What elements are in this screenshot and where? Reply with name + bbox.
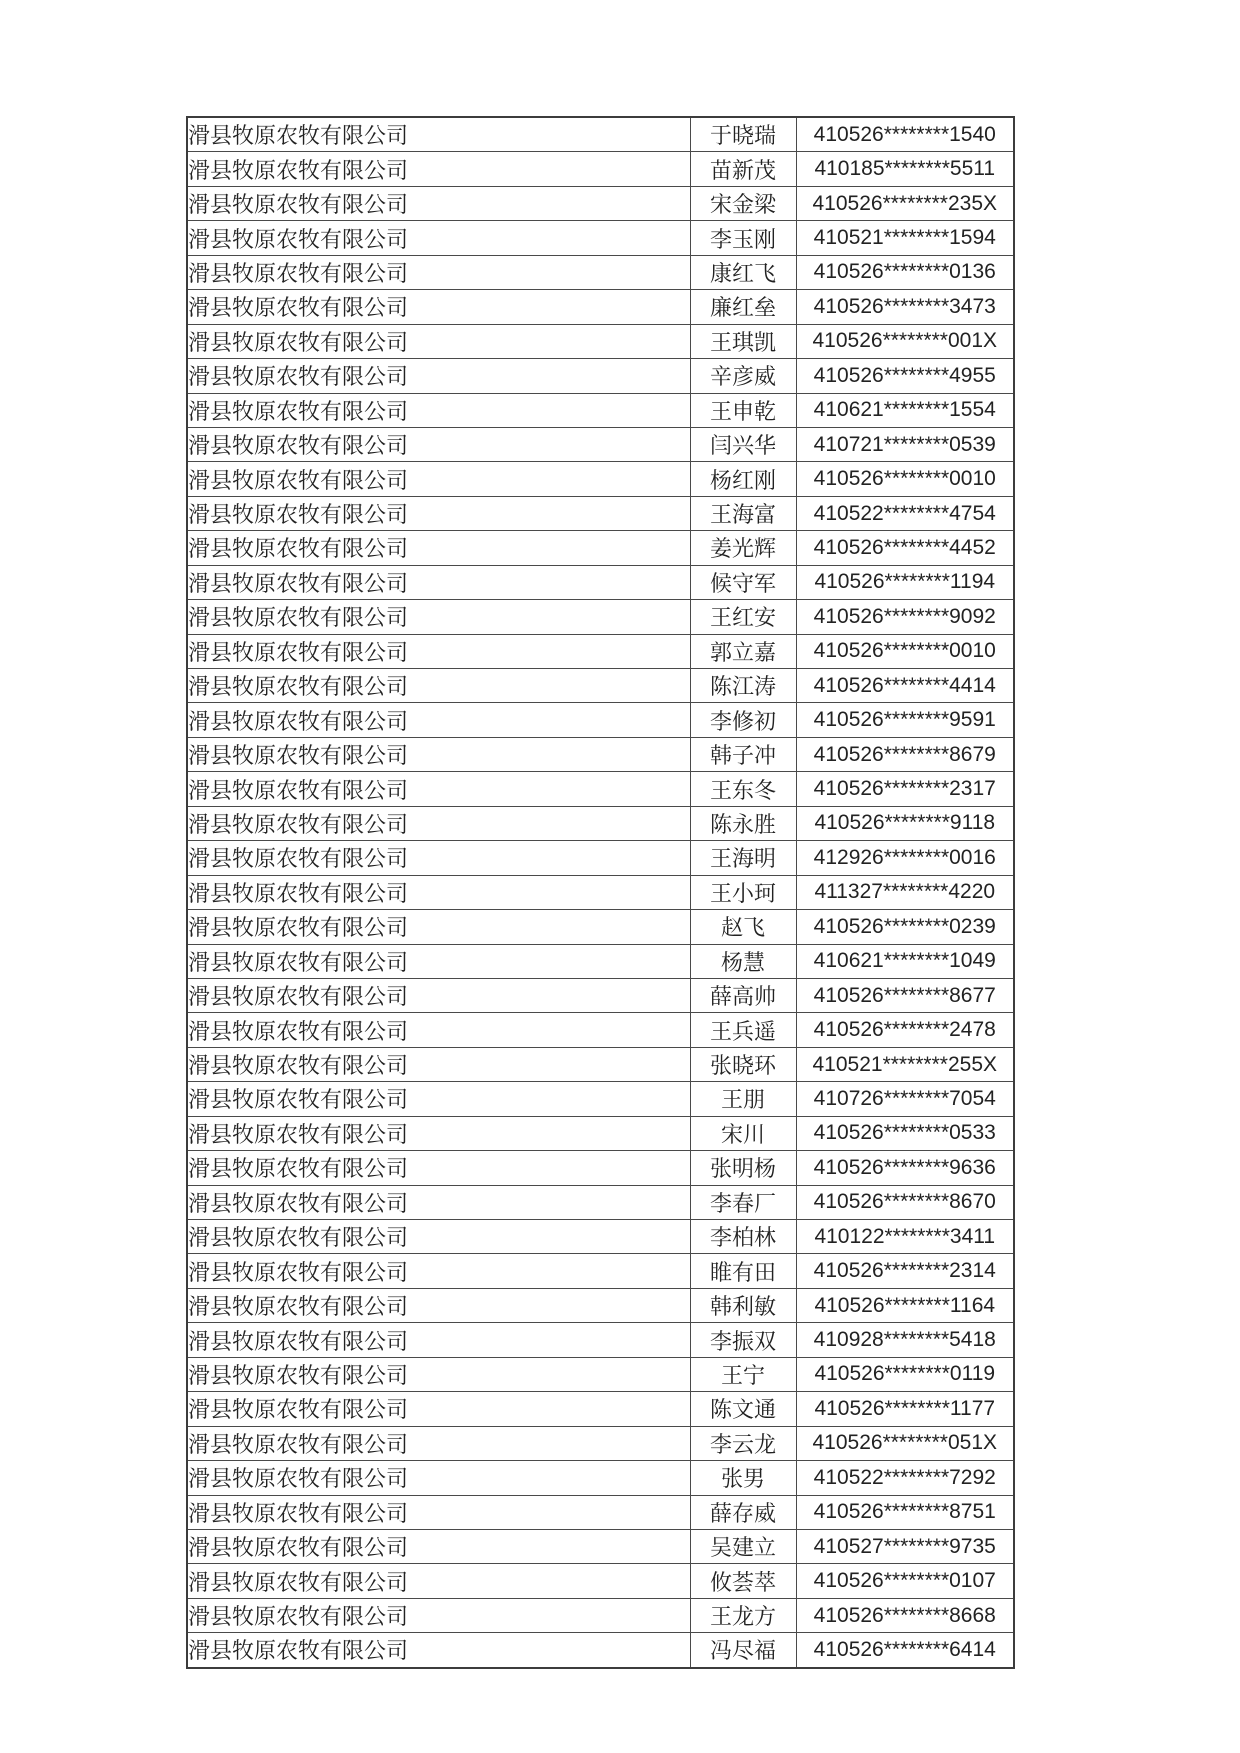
table-row [187,634,1014,668]
employee-name-cell: 吴建立 [690,1529,796,1563]
table-row [187,1461,1014,1495]
id-number-cell: 410526********0107 [796,1564,1014,1598]
table-row [187,1288,1014,1322]
company-cell: 滑县牧原农牧有限公司 [187,462,690,496]
employee-name-cell: 王朋 [690,1082,796,1116]
table-row [187,462,1014,496]
id-number-cell: 410526********051X [796,1426,1014,1460]
table-row [187,496,1014,530]
company-cell: 滑县牧原农牧有限公司 [187,186,690,220]
employee-name-cell: 张明杨 [690,1151,796,1185]
company-cell: 滑县牧原农牧有限公司 [187,427,690,461]
id-number-cell: 410526********8677 [796,978,1014,1012]
company-cell: 滑县牧原农牧有限公司 [187,772,690,806]
id-number-cell: 410526********9591 [796,703,1014,737]
id-number-cell: 410526********2478 [796,1013,1014,1047]
table-row [187,1495,1014,1529]
id-number-cell: 410526********1540 [796,117,1014,152]
company-cell: 滑县牧原农牧有限公司 [187,737,690,771]
table-row [187,221,1014,255]
id-number-cell: 410526********8668 [796,1598,1014,1632]
id-number-cell: 410526********1177 [796,1392,1014,1426]
id-number-cell: 410122********3411 [796,1220,1014,1254]
employee-name-cell: 李振双 [690,1323,796,1357]
employee-name-cell: 陈永胜 [690,806,796,840]
company-cell: 滑县牧原农牧有限公司 [187,324,690,358]
table-row [187,841,1014,875]
id-number-cell: 410526********0239 [796,910,1014,944]
employee-name-cell: 姜光辉 [690,531,796,565]
id-number-cell: 410526********2317 [796,772,1014,806]
company-cell: 滑县牧原农牧有限公司 [187,1529,690,1563]
table-row [187,1116,1014,1150]
company-cell: 滑县牧原农牧有限公司 [187,1254,690,1288]
company-cell: 滑县牧原农牧有限公司 [187,978,690,1012]
table-row [187,1323,1014,1357]
employee-name-cell: 睢有田 [690,1254,796,1288]
table-row [187,290,1014,324]
id-number-cell: 410526********1194 [796,565,1014,599]
table-row [187,669,1014,703]
company-cell: 滑县牧原农牧有限公司 [187,359,690,393]
company-cell: 滑县牧原农牧有限公司 [187,255,690,289]
employee-name-cell: 苗新茂 [690,152,796,186]
company-cell: 滑县牧原农牧有限公司 [187,393,690,427]
table-row [187,1151,1014,1185]
table-row [187,978,1014,1012]
table-row [187,427,1014,461]
employee-name-cell: 张晓环 [690,1047,796,1081]
table-row [187,910,1014,944]
id-number-cell: 410521********1594 [796,221,1014,255]
employee-name-cell: 李春厂 [690,1185,796,1219]
company-cell: 滑县牧原农牧有限公司 [187,703,690,737]
employee-name-cell: 李云龙 [690,1426,796,1460]
id-number-cell: 410522********7292 [796,1461,1014,1495]
id-number-cell: 410526********0119 [796,1357,1014,1391]
table-row [187,393,1014,427]
table-row [187,152,1014,186]
id-number-cell: 410621********1049 [796,944,1014,978]
company-cell: 滑县牧原农牧有限公司 [187,1185,690,1219]
employee-name-cell: 薛存威 [690,1495,796,1529]
table-row [187,255,1014,289]
company-cell: 滑县牧原农牧有限公司 [187,1564,690,1598]
employee-name-cell: 候守军 [690,565,796,599]
table-row [187,772,1014,806]
id-number-cell: 412926********0016 [796,841,1014,875]
company-cell: 滑县牧原农牧有限公司 [187,1288,690,1322]
employee-name-cell: 宋川 [690,1116,796,1150]
employee-name-cell: 王龙方 [690,1598,796,1632]
company-cell: 滑县牧原农牧有限公司 [187,290,690,324]
company-cell: 滑县牧原农牧有限公司 [187,634,690,668]
table-row [187,1633,1014,1668]
employee-name-cell: 王海明 [690,841,796,875]
company-cell: 滑县牧原农牧有限公司 [187,1047,690,1081]
company-cell: 滑县牧原农牧有限公司 [187,1151,690,1185]
employee-name-cell: 陈江涛 [690,669,796,703]
table-row [187,1220,1014,1254]
table-row [187,1185,1014,1219]
id-number-cell: 410526********0010 [796,634,1014,668]
id-number-cell: 410522********4754 [796,496,1014,530]
employee-name-cell: 王申乾 [690,393,796,427]
employee-name-cell: 韩子冲 [690,737,796,771]
id-number-cell: 410526********0136 [796,255,1014,289]
company-cell: 滑县牧原农牧有限公司 [187,117,690,152]
id-number-cell: 410928********5418 [796,1323,1014,1357]
id-number-cell: 410726********7054 [796,1082,1014,1116]
employee-name-cell: 李玉刚 [690,221,796,255]
employee-name-cell: 王兵遥 [690,1013,796,1047]
id-number-cell: 410526********1164 [796,1288,1014,1322]
table-row [187,1047,1014,1081]
id-number-cell: 410185********5511 [796,152,1014,186]
company-cell: 滑县牧原农牧有限公司 [187,944,690,978]
employee-name-cell: 王东冬 [690,772,796,806]
id-number-cell: 410526********2314 [796,1254,1014,1288]
table-row [187,531,1014,565]
employee-name-cell: 康红飞 [690,255,796,289]
table-row [187,944,1014,978]
id-number-cell: 410526********9092 [796,600,1014,634]
company-cell: 滑县牧原农牧有限公司 [187,531,690,565]
employee-name-cell: 王海富 [690,496,796,530]
company-cell: 滑县牧原农牧有限公司 [187,1495,690,1529]
table-row [187,703,1014,737]
id-number-cell: 410526********8679 [796,737,1014,771]
id-number-cell: 410526********9636 [796,1151,1014,1185]
employee-name-cell: 王红安 [690,600,796,634]
company-cell: 滑县牧原农牧有限公司 [187,565,690,599]
table-row [187,600,1014,634]
company-cell: 滑县牧原农牧有限公司 [187,1220,690,1254]
table-row [187,737,1014,771]
company-cell: 滑县牧原农牧有限公司 [187,1633,690,1668]
id-number-cell: 411327********4220 [796,875,1014,909]
personnel-table [186,116,1015,1669]
id-number-cell: 410526********001X [796,324,1014,358]
company-cell: 滑县牧原农牧有限公司 [187,1357,690,1391]
employee-name-cell: 赵飞 [690,910,796,944]
id-number-cell: 410526********8670 [796,1185,1014,1219]
company-cell: 滑县牧原农牧有限公司 [187,1013,690,1047]
table-row [187,1254,1014,1288]
company-cell: 滑县牧原农牧有限公司 [187,496,690,530]
employee-name-cell: 宋金梁 [690,186,796,220]
employee-name-cell: 冯尽福 [690,1633,796,1668]
table-row [187,1392,1014,1426]
company-cell: 滑县牧原农牧有限公司 [187,1598,690,1632]
id-number-cell: 410526********8751 [796,1495,1014,1529]
employee-name-cell: 李修初 [690,703,796,737]
id-number-cell: 410526********3473 [796,290,1014,324]
employee-name-cell: 辛彦威 [690,359,796,393]
id-number-cell: 410526********4955 [796,359,1014,393]
id-number-cell: 410526********0533 [796,1116,1014,1150]
company-cell: 滑县牧原农牧有限公司 [187,1392,690,1426]
company-cell: 滑县牧原农牧有限公司 [187,600,690,634]
employee-name-cell: 攸荟萃 [690,1564,796,1598]
table-row [187,324,1014,358]
table-row [187,806,1014,840]
id-number-cell: 410526********4452 [796,531,1014,565]
id-number-cell: 410621********1554 [796,393,1014,427]
table-row [187,359,1014,393]
employee-name-cell: 李柏林 [690,1220,796,1254]
employee-name-cell: 王宁 [690,1357,796,1391]
employee-name-cell: 韩利敏 [690,1288,796,1322]
company-cell: 滑县牧原农牧有限公司 [187,1426,690,1460]
employee-name-cell: 闫兴华 [690,427,796,461]
company-cell: 滑县牧原农牧有限公司 [187,875,690,909]
id-number-cell: 410526********6414 [796,1633,1014,1668]
employee-name-cell: 廉红垒 [690,290,796,324]
company-cell: 滑县牧原农牧有限公司 [187,1323,690,1357]
company-cell: 滑县牧原农牧有限公司 [187,806,690,840]
employee-name-cell: 于晓瑞 [690,117,796,152]
employee-name-cell: 张男 [690,1461,796,1495]
company-cell: 滑县牧原农牧有限公司 [187,669,690,703]
table-row [187,1357,1014,1391]
employee-name-cell: 薛高帅 [690,978,796,1012]
employee-name-cell: 王小珂 [690,875,796,909]
employee-name-cell: 杨慧 [690,944,796,978]
id-number-cell: 410526********235X [796,186,1014,220]
table-row [187,1426,1014,1460]
company-cell: 滑县牧原农牧有限公司 [187,910,690,944]
table-row [187,1598,1014,1632]
id-number-cell: 410721********0539 [796,427,1014,461]
company-cell: 滑县牧原农牧有限公司 [187,152,690,186]
id-number-cell: 410526********4414 [796,669,1014,703]
employee-name-cell: 杨红刚 [690,462,796,496]
id-number-cell: 410527********9735 [796,1529,1014,1563]
table-row [187,1082,1014,1116]
table-row [187,565,1014,599]
company-cell: 滑县牧原农牧有限公司 [187,841,690,875]
table-row [187,1564,1014,1598]
table-row [187,186,1014,220]
table-row [187,1529,1014,1563]
id-number-cell: 410526********9118 [796,806,1014,840]
personnel-table-body [187,117,1014,1668]
employee-name-cell: 陈文通 [690,1392,796,1426]
table-row [187,1013,1014,1047]
table-row [187,117,1014,152]
company-cell: 滑县牧原农牧有限公司 [187,1082,690,1116]
id-number-cell: 410521********255X [796,1047,1014,1081]
company-cell: 滑县牧原农牧有限公司 [187,221,690,255]
company-cell: 滑县牧原农牧有限公司 [187,1461,690,1495]
employee-name-cell: 王琪凯 [690,324,796,358]
table-row [187,875,1014,909]
company-cell: 滑县牧原农牧有限公司 [187,1116,690,1150]
employee-name-cell: 郭立嘉 [690,634,796,668]
id-number-cell: 410526********0010 [796,462,1014,496]
